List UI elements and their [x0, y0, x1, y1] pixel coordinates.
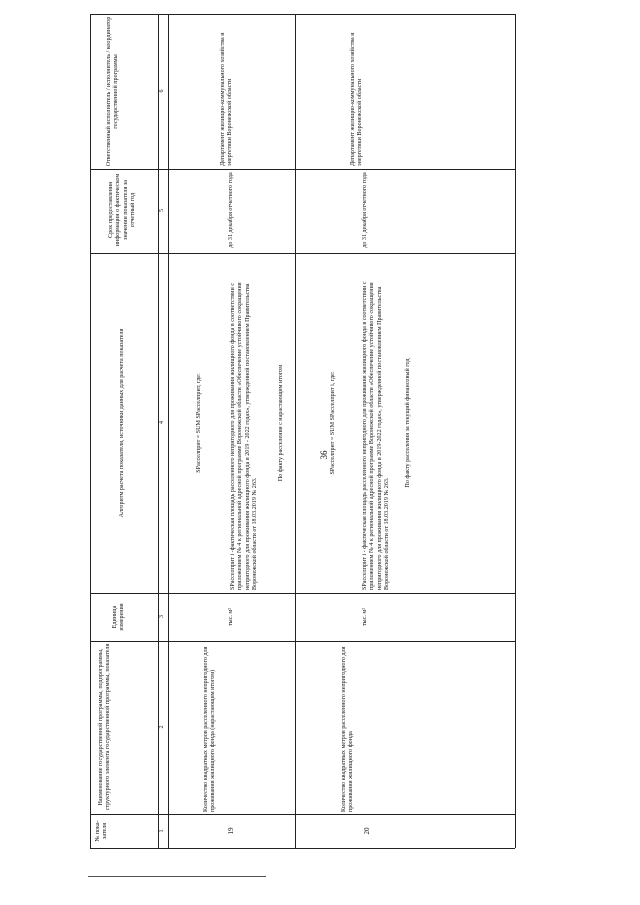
- page-number: 36: [319, 450, 329, 460]
- table-row-20-num: 20: [363, 827, 371, 835]
- table-row-20-name: Количество квадратных метров расселенного непригодного для проживания жилищного фонда: [341, 646, 355, 812]
- col-number-3: 3: [159, 614, 165, 619]
- header-col-1: № пока-зателя: [95, 820, 109, 842]
- table-row-19-deadline: до 31 декабря отчетного года: [228, 172, 234, 248]
- table-row-19-description: SРасселприт i -фактическая площадь расселенного непригодного для проживания жилищного фонда в соответствии с приложением № 4 к региональной адресной программе Воронежской области «Обеспечение устойчивого сокращения непригодного для проживания жилищного фонда в 2019 - 2022 годах», утвержденной постановлением Правительства Воронежской области от 18.03.2019 № 263.: [230, 282, 258, 590]
- table-row-20-unit: тыс. м²: [362, 607, 368, 627]
- table-row-19-name: Количество квадратных метров расселенного непригодного для проживания жилищного фонда (нарастающим итогом): [203, 646, 217, 812]
- footnote-separator: [88, 876, 266, 877]
- col-number-1: 1: [159, 829, 165, 833]
- table-row-19-num: 19: [227, 827, 235, 835]
- table-row-19-unit: тыс. м²: [228, 607, 234, 627]
- table-row-20-source: По факту расселения за текущий финансовый год: [405, 358, 411, 488]
- table-row-19-formula: SРасселприт = SUM SРасселприт, где:: [196, 373, 202, 473]
- table-row-19-source: По факту расселения с нарастающим итогом: [278, 364, 284, 482]
- table-row-20-formula: SРасселприт = SUM SРасселприт i, где:: [330, 371, 336, 475]
- col-number-2: 2: [159, 725, 165, 729]
- col-number-5: 5: [159, 208, 165, 213]
- header-col-4: Алгоритм расчета показателя, источники данных для расчета показателя: [119, 328, 125, 518]
- header-col-2: Наименование государственной программы, подпрограммы, структурного элемента государственной программы, показателя: [98, 643, 112, 811]
- col-number-4: 4: [159, 420, 165, 425]
- table-row-20-deadline: до 31 декабря отчетного года: [362, 172, 368, 248]
- header-col-5: Срок предоставления информации о фактическом значении показателя за отчетный год: [108, 173, 136, 247]
- header-col-3: Единица измерения: [112, 603, 126, 631]
- table-row-20-executor: Департамент жилищно-коммунального хозяйства и энергетики Воронежской области: [350, 32, 364, 166]
- col-number-6: 6: [159, 89, 165, 93]
- header-col-6: Ответственный исполнитель / исполнитель / координатор государственной программы: [106, 16, 120, 167]
- table-row-19-executor: Департамент жилищно-коммунального хозяйства и энергетики Воронежской области: [220, 32, 234, 166]
- table-row-20-description: SРасселприт i - фактическая площадь расселенного непригодного для проживания жилищного фонда в соответствии с приложением № 4 к региональной адресной программе Воронежской области «Обеспечение устойчивого сокращения непригодного для проживания жилищного фонда в 2019-2022 годах», утвержденной постановлением Правительства Воронежской области от 18.03.2019 № 263.: [362, 281, 390, 590]
